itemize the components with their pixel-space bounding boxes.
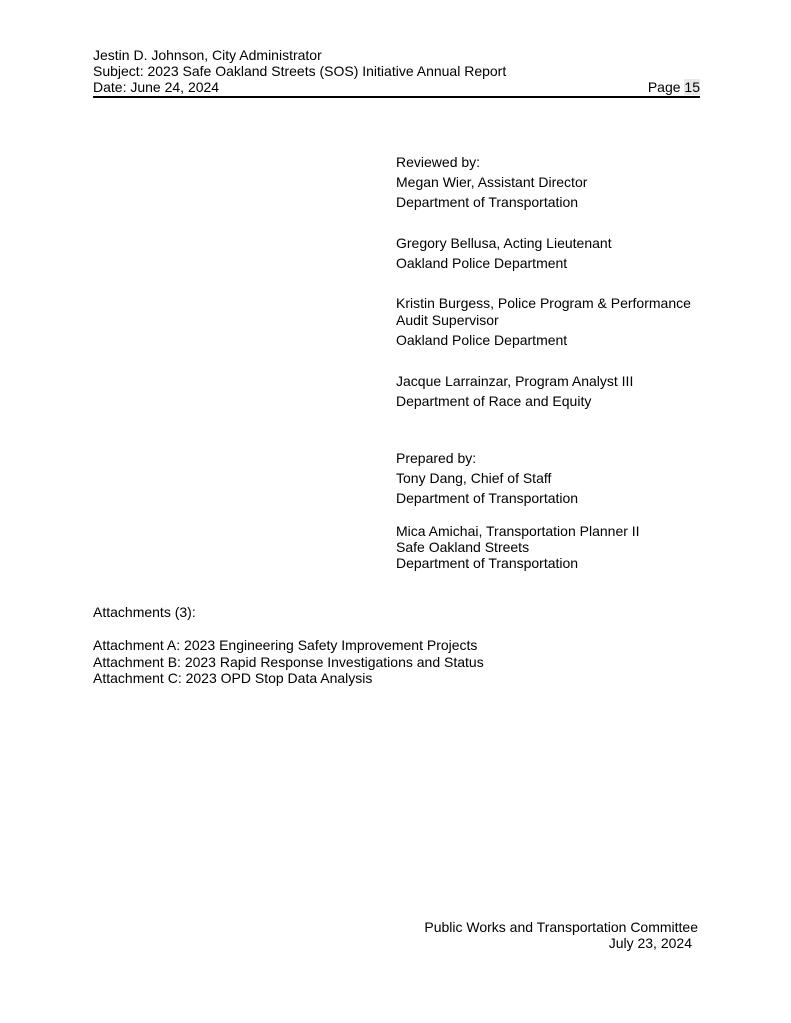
reviewer-department: Oakland Police Department: [396, 255, 568, 271]
reviewer-name: Kristin Burgess, Police Program & Performance: [396, 295, 691, 311]
prepared-by-heading: Prepared by:: [396, 450, 477, 466]
footer-date: July 23, 2024: [608, 935, 692, 951]
header-date-row: [93, 79, 700, 95]
reviewer-title: Audit Supervisor: [396, 312, 499, 328]
reviewer-name: Megan Wier, Assistant Director: [396, 174, 588, 190]
page-header: [93, 47, 700, 95]
attachment-item: Attachment B: 2023 Rapid Response Investigations and Status: [93, 654, 484, 670]
header-rule: [93, 96, 700, 98]
header-subject: Subject: 2023 Safe Oakland Streets (SOS) Initiative Annual Report: [93, 63, 507, 79]
attachments-heading: Attachments (3):: [93, 604, 196, 620]
preparer-department: Department of Transportation: [396, 490, 579, 506]
page-number-value: 15: [684, 79, 700, 95]
reviewed-by-heading: Reviewed by:: [396, 154, 481, 170]
reviewer-department: Oakland Police Department: [396, 332, 568, 348]
preparer-name: Tony Dang, Chief of Staff: [396, 470, 552, 486]
reviewer-department: Department of Transportation: [396, 194, 579, 210]
header-date: Date: June 24, 2024: [93, 79, 220, 95]
reviewer-name: Gregory Bellusa, Acting Lieutenant: [396, 235, 612, 251]
footer-committee: Public Works and Transportation Committee: [424, 919, 698, 935]
reviewer-department: Department of Race and Equity: [396, 393, 592, 409]
preparer-name: Mica Amichai, Transportation Planner II: [396, 523, 640, 539]
reviewer-name: Jacque Larrainzar, Program Analyst III: [396, 373, 634, 389]
page-footer: [424, 919, 698, 951]
preparer-program: Safe Oakland Streets: [396, 539, 530, 555]
attachment-item: Attachment C: 2023 OPD Stop Data Analysis: [93, 670, 373, 686]
page-label: Page: [647, 79, 685, 95]
page-number: [648, 79, 700, 95]
preparer-department: Department of Transportation: [396, 555, 579, 571]
header-from: Jestin D. Johnson, City Administrator: [93, 47, 322, 63]
attachment-item: Attachment A: 2023 Engineering Safety Improvement Projects: [93, 637, 478, 653]
